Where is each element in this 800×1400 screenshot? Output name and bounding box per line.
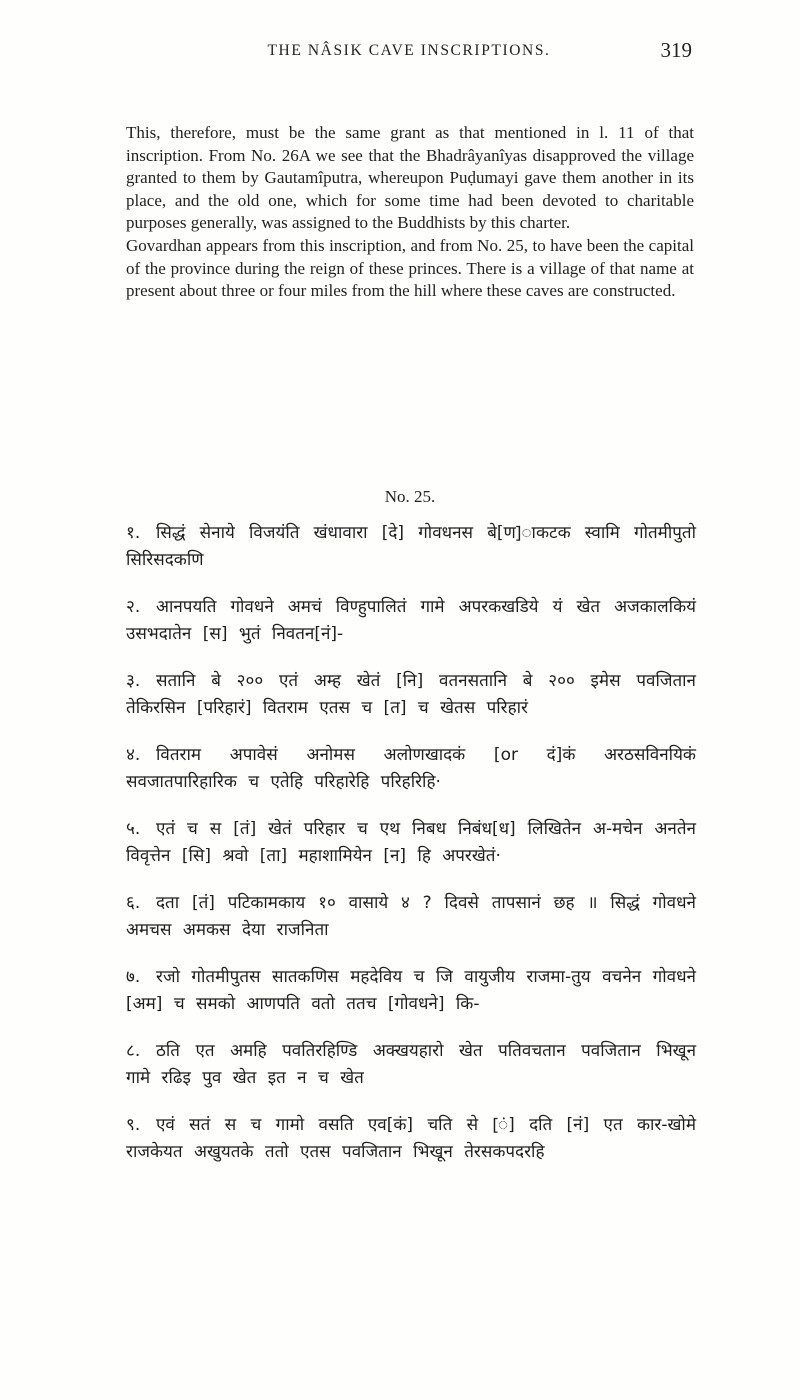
inscription-line (126, 668, 696, 722)
line-text: ठति एत अमहि पवतिरहिण्डि अक्खयहारो खेत पतिवचतान पवजितान भिखून गामे रढिइ पुव खेत इत न च खेत (126, 1041, 696, 1088)
line-text: सिद्धं सेनाये विजयंति खंधावारा [दे] गोवधनस बे[ण]ाकटक स्वामि गोतमीपुतो सिरिसदकणि (126, 523, 696, 570)
line-text: दता [तं] पटिकामकाय १० वासाये ४ ? दिवसे तापसानं छह ॥ सिद्धं गोवधने अमचस अमकस देया राजनिता (126, 893, 696, 940)
inscription-heading: No. 25. (384, 487, 436, 506)
line-number: ४. (126, 745, 141, 765)
line-number: ८. (126, 1041, 141, 1061)
inscription-line (126, 816, 696, 870)
prose-body (126, 122, 694, 303)
inscription-line (126, 1038, 696, 1092)
line-number: ५. (126, 819, 141, 839)
line-text: सतानि बे २०० एतं अम्ह खेतं [नि] वतनसतानि बे २०० इमेस पवजितान तेकिरसिन [परिहारं] वितराम एतस च [त] च खेतस परिहारं (126, 671, 696, 718)
inscription-line (126, 594, 696, 648)
line-number: ३. (126, 671, 141, 691)
paragraph: This, therefore, must be the same grant as that mentioned in l. 11 of that inscription. From No. 26A we see that the Bhadrâyanîyas disapproved the village granted to them by Gautamîputra, whereupon Puḍumayi gave them another in its place, and the old one, which for some time had been devoted to charitable purposes generally, was assigned to the Buddhists by this charter. (126, 123, 694, 233)
page-number: 319 (660, 38, 692, 62)
running-header (126, 38, 692, 68)
inscription-line (126, 890, 696, 944)
line-text: एतं च स [तं] खेतं परिहार च एथ निबध निबंध[ध] लिखितेन अ-मचेन अनतेन विवृत्तेन [सि] श्रवो [ता] महाशामियेन [न] हि अपरखेतं· (126, 819, 696, 866)
inscription-text (126, 520, 696, 1186)
line-number: १. (126, 523, 141, 543)
inscription-line (126, 742, 696, 796)
inscription-line (126, 1112, 696, 1166)
inscription-line (126, 964, 696, 1018)
line-number: २. (126, 597, 141, 617)
line-number: ९. (126, 1115, 141, 1135)
line-text: वितराम अपावेसं अनोमस अलोणखादकं [or दं]कं अरठसविनयिकं सवजातपारिहारिक च एतेहि परिहारेहि परिहरिहि· (126, 745, 696, 792)
line-text: आनपयति गोवधने अमचं विण्हुपालितं गामे अपरकखडिये यं खेत अजकालकियं उसभदातेन [स] भुतं निवतन[नं]- (126, 597, 696, 644)
line-text: एवं सतं स च गामो वसति एव[कं] चति से [ं] दति [नं] एत कार-खोमे राजकेयत अखुयतके ततो एतस पवजितान भिखून तेरसकपदरहि (126, 1115, 696, 1162)
inscription-line (126, 520, 696, 574)
paragraph: Govardhan appears from this inscription, and from No. 25, to have been the capital of the province during the reign of these princes. There is a village of that name at present about three or four miles from the hill where these caves are constructed. (126, 235, 694, 301)
line-text: रजो गोतमीपुतस सातकणिस महदेविय च जि वायुजीय राजमा-तुय वचनेन गोवधने [अम] च समको आणपति वतो ततच [गोवधने] कि- (126, 967, 696, 1014)
line-number: ६. (126, 893, 141, 913)
running-title: THE NÂSIK CAVE INSCRIPTIONS. (267, 42, 551, 59)
line-number: ७. (126, 967, 141, 987)
